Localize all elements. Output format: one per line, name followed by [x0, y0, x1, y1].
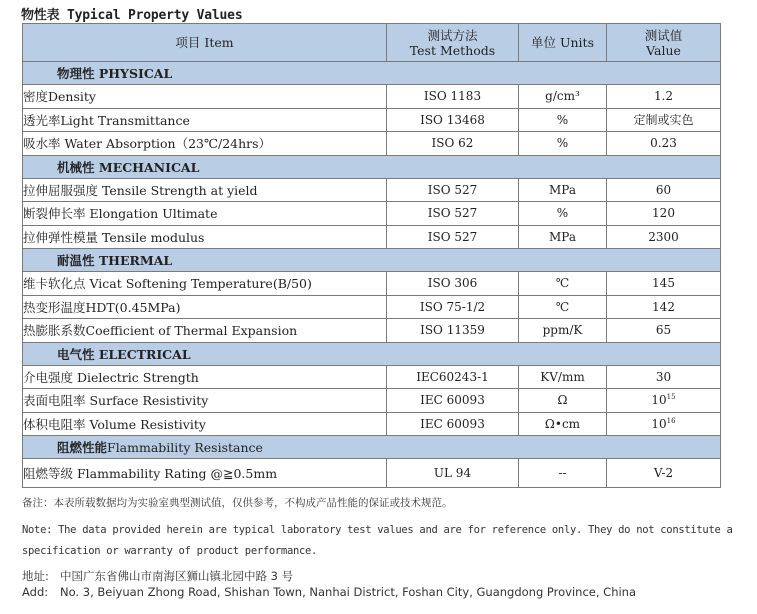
address-english	[22, 585, 636, 599]
unit: g/cm³	[519, 85, 607, 109]
value: 60	[607, 178, 721, 202]
value: 145	[607, 272, 721, 296]
table-row	[23, 412, 721, 436]
property-item: 吸水率 Water Absorption（23℃/24hrs）	[23, 132, 387, 156]
value-exponent: 15	[666, 393, 676, 402]
table-row	[23, 225, 721, 249]
property-item: 密度Density	[23, 85, 387, 109]
property-item: 拉伸弹性模量 Tensile modulus	[23, 225, 387, 249]
test-method: ISO 1183	[387, 85, 519, 109]
address-label-en: Add:	[22, 585, 49, 599]
test-method: ISO 13468	[387, 108, 519, 132]
test-method: ISO 75-1/2	[387, 295, 519, 319]
value: V-2	[607, 459, 721, 488]
value	[607, 412, 721, 436]
table-row	[23, 365, 721, 389]
property-item: 热膨胀系数Coefficient of Thermal Expansion	[23, 319, 387, 343]
unit: %	[519, 132, 607, 156]
property-item: 体积电阻率 Volume Resistivity	[23, 412, 387, 436]
value: 1.2	[607, 85, 721, 109]
address-text-en: No. 3, Beiyuan Zhong Road, Shishan Town, Nanhai District, Foshan City, Guangdong Province, China	[60, 585, 637, 599]
section-title	[23, 436, 721, 459]
value-base: 10	[651, 393, 667, 408]
test-method: UL 94	[387, 459, 519, 488]
property-item: 介电强度 Dielectric Strength	[23, 365, 387, 389]
section-thermal	[23, 249, 721, 272]
section-title: 耐温性 THERMAL	[23, 249, 721, 272]
section-flammability	[23, 436, 721, 459]
table-row	[23, 389, 721, 413]
value: 30	[607, 365, 721, 389]
table-row	[23, 178, 721, 202]
value: 142	[607, 295, 721, 319]
value: 0.23	[607, 132, 721, 156]
header-value-cn: 测试值	[644, 27, 683, 43]
unit: Ω•cm	[519, 412, 607, 436]
unit: MPa	[519, 178, 607, 202]
table-row	[23, 85, 721, 109]
section-electrical	[23, 342, 721, 365]
value: 2300	[607, 225, 721, 249]
table-row	[23, 202, 721, 226]
test-method: IEC 60093	[387, 389, 519, 413]
header-method	[387, 24, 519, 62]
value-exponent: 16	[666, 416, 676, 425]
section-physical	[23, 62, 721, 85]
test-method: ISO 527	[387, 202, 519, 226]
table-row	[23, 132, 721, 156]
property-item: 阻燃等级 Flammability Rating @≧0.5mm	[23, 459, 387, 488]
property-table	[22, 23, 721, 488]
value-base: 10	[651, 416, 667, 431]
note-english: Note: The data provided herein are typical laboratory test values and are for reference only. They do not constitute a specification or warranty of product performance.	[22, 524, 733, 557]
test-method: ISO 527	[387, 225, 519, 249]
header-method-cn: 测试方法	[427, 27, 478, 43]
header-units: 单位 Units	[519, 24, 607, 62]
page-title: 物性表 Typical Property Values	[21, 8, 243, 23]
value	[607, 389, 721, 413]
unit: MPa	[519, 225, 607, 249]
table-row	[23, 295, 721, 319]
section-title-plain: Flammability Resistance	[107, 440, 263, 455]
test-method: ISO 11359	[387, 319, 519, 343]
unit: ℃	[519, 295, 607, 319]
unit: KV/mm	[519, 365, 607, 389]
property-item: 表面电阻率 Surface Resistivity	[23, 389, 387, 413]
table-row	[23, 459, 721, 488]
table-header-row	[23, 24, 721, 62]
section-title: 物理性 PHYSICAL	[23, 62, 721, 85]
section-title: 电气性 ELECTRICAL	[23, 342, 721, 365]
test-method: ISO 62	[387, 132, 519, 156]
value: 定制或实色	[607, 108, 721, 132]
table-row	[23, 272, 721, 296]
test-method: ISO 527	[387, 178, 519, 202]
property-item: 透光率Light Transmittance	[23, 108, 387, 132]
property-item: 维卡软化点 Vicat Softening Temperature(B/50)	[23, 272, 387, 296]
property-item: 拉伸屈服强度 Tensile Strength at yield	[23, 178, 387, 202]
header-value	[607, 24, 721, 62]
property-item: 断裂伸长率 Elongation Ultimate	[23, 202, 387, 226]
test-method: IEC 60093	[387, 412, 519, 436]
section-mechanical	[23, 155, 721, 178]
header-method-en: Test Methods	[409, 42, 496, 58]
note-chinese: 备注：本表所载数据均为实验室典型测试值，仅供参考，不构成产品性能的保证或技术规范。	[22, 497, 453, 509]
header-item: 项目 Item	[23, 24, 387, 62]
test-method: IEC60243-1	[387, 365, 519, 389]
unit: Ω	[519, 389, 607, 413]
address-chinese	[22, 568, 293, 584]
header-value-en: Value	[646, 42, 681, 58]
value: 120	[607, 202, 721, 226]
unit: --	[519, 459, 607, 488]
unit: ppm/K	[519, 319, 607, 343]
unit: %	[519, 108, 607, 132]
address-label-cn: 地址:	[22, 569, 49, 583]
unit: %	[519, 202, 607, 226]
table-row	[23, 319, 721, 343]
address-text-cn: 中国广东省佛山市南海区狮山镇北园中路 3 号	[60, 569, 294, 583]
test-method: ISO 306	[387, 272, 519, 296]
section-title-bold: 阻燃性能	[57, 440, 108, 455]
property-item: 热变形温度HDT(0.45MPa)	[23, 295, 387, 319]
section-title: 机械性 MECHANICAL	[23, 155, 721, 178]
unit: ℃	[519, 272, 607, 296]
table-row	[23, 108, 721, 132]
value: 65	[607, 319, 721, 343]
